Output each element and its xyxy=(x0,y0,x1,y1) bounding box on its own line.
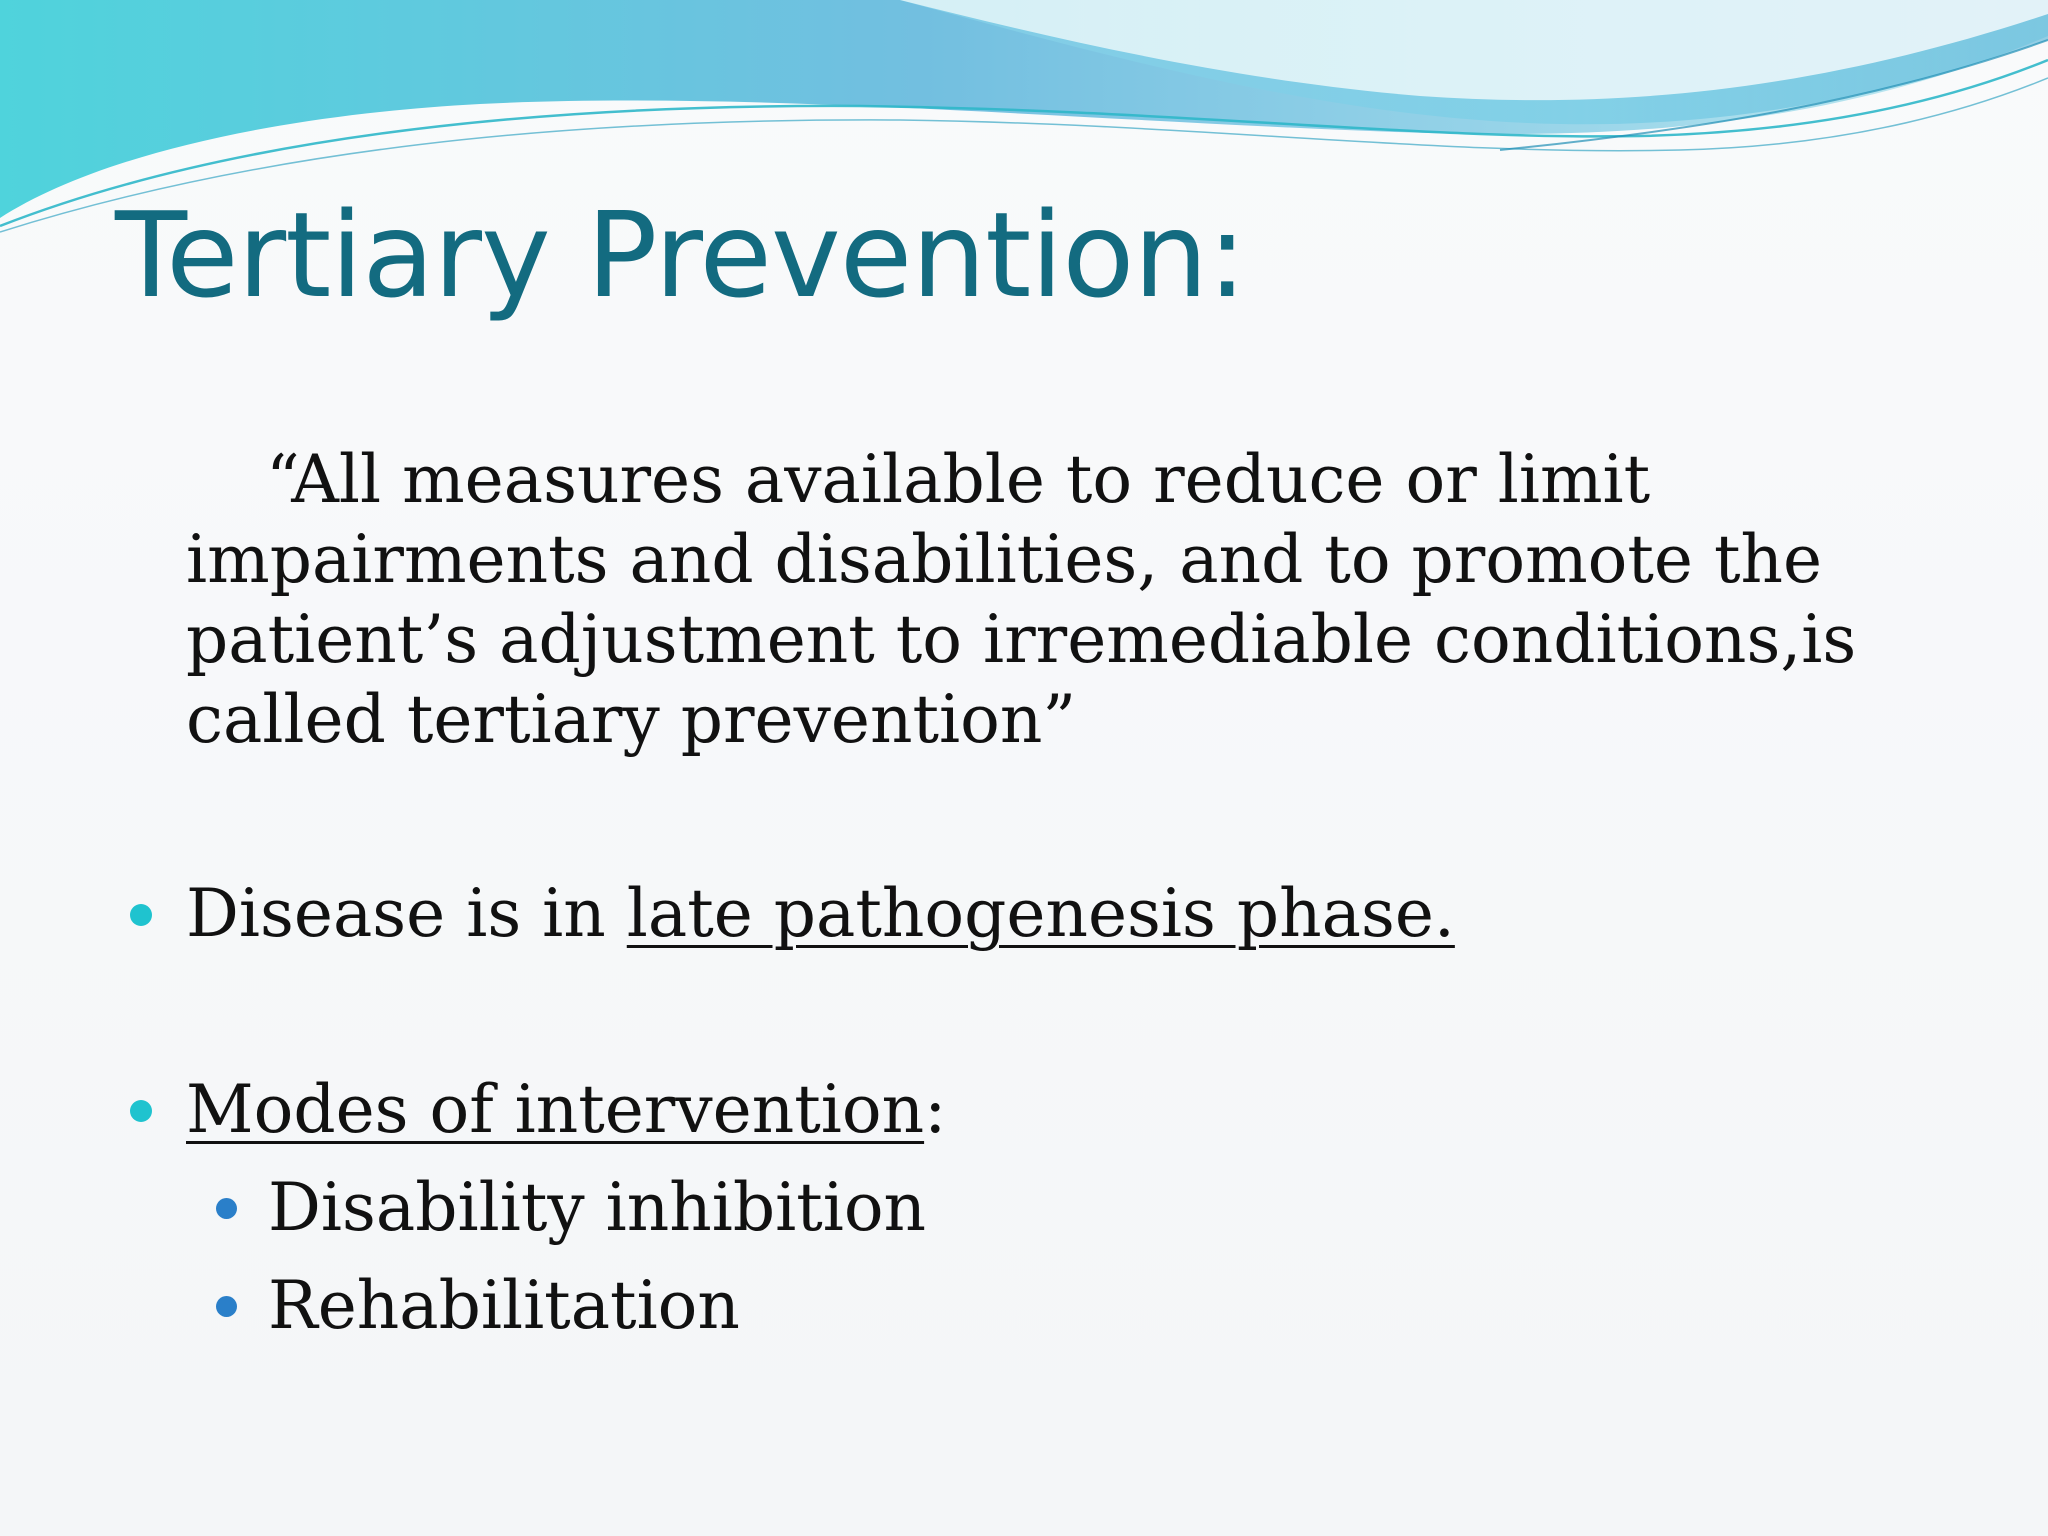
sub-bullet-rehabilitation: Rehabilitation xyxy=(268,1267,740,1344)
bullet-modes-suffix: : xyxy=(924,1071,947,1148)
bullet-disease-phase xyxy=(186,874,1455,954)
bullet-modes-of-intervention xyxy=(186,1070,946,1150)
definition-quote: “All measures available to reduce or limit impairments and disabilities, and to promote the patient’s adjustment to irremediable conditions,is called tertiary prevention” xyxy=(186,441,1857,758)
bullet-disease-phase-prefix: Disease is in xyxy=(186,875,627,952)
sub-bullet-disability-inhibition: Disability inhibition xyxy=(268,1169,927,1246)
slide-title: Tertiary Prevention: xyxy=(115,186,1246,324)
bullet-disease-phase-underlined: late pathogenesis phase. xyxy=(626,875,1455,952)
bullet-modes-underlined: Modes of intervention xyxy=(186,1071,925,1148)
